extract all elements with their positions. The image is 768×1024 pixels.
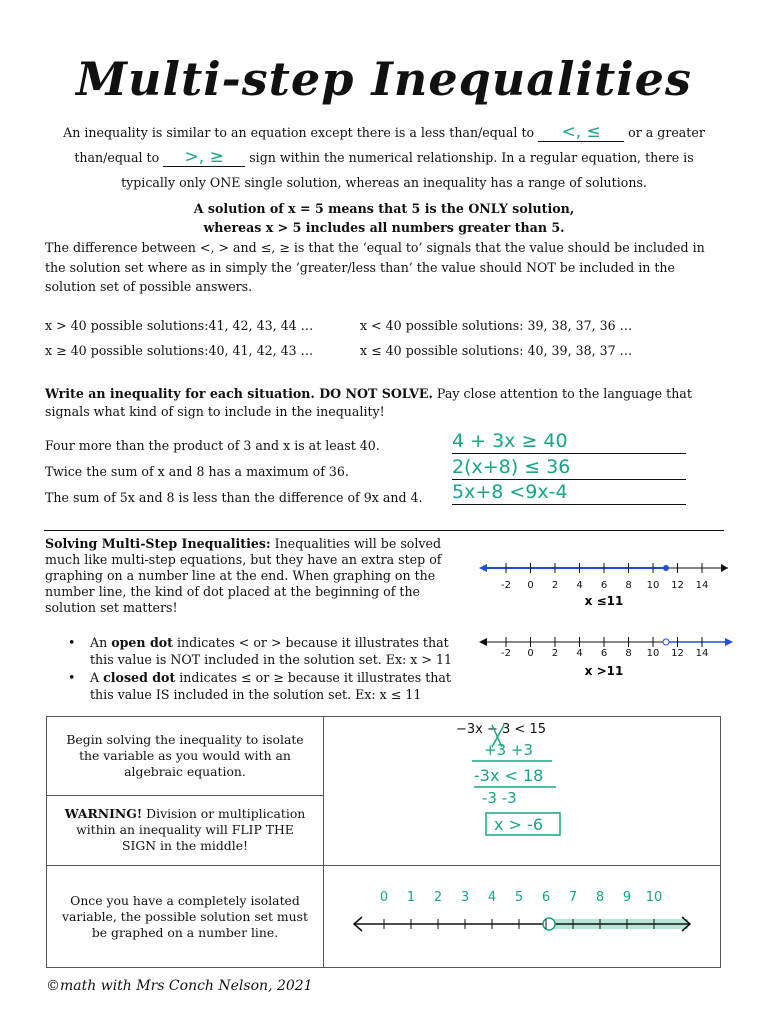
page-title: Multi-step Inequalities <box>76 52 692 106</box>
cell-text: the variable as you would with an <box>79 747 291 763</box>
tick-label: 5 <box>514 889 524 905</box>
difference-line-3: solution set of possible answers. <box>45 279 253 294</box>
tick-label: 0 <box>527 580 534 591</box>
tick-label: 14 <box>695 580 709 591</box>
number-line-open <box>476 630 738 680</box>
tick-label: 1 <box>406 889 416 905</box>
bullet-dot: • <box>68 635 76 650</box>
cell-text: Division or multiplication <box>142 806 306 822</box>
write-heading <box>45 385 745 402</box>
tick-label: 3 <box>460 889 470 905</box>
intro-line-1 <box>30 124 738 142</box>
bullet-text: indicates < or > because it illustrates that <box>173 635 449 650</box>
bullet-text: A <box>90 670 104 685</box>
number-line-label: x ≤11 <box>584 594 624 608</box>
write-heading-2: signals what kind of sign to include in the inequality! <box>45 404 385 419</box>
arrow-right-icon <box>721 564 728 572</box>
solving-text: Inequalities will be solved <box>270 536 442 551</box>
work-step: -3x < 18 <box>474 766 544 785</box>
possible-solution: x ≥ 40 possible solutions:40, 41, 42, 43 … <box>45 343 314 358</box>
intro-line-3: typically only ONE single solution, whereas an inequality has a range of solutions. <box>121 175 647 190</box>
number-line-closed <box>476 556 738 612</box>
open-dot <box>543 918 555 930</box>
closed-dot <box>663 565 669 571</box>
fill-blank-greater: >, ≥ <box>163 149 245 167</box>
graph-cell <box>324 866 721 968</box>
cell-text: be graphed on a number line. <box>91 924 279 940</box>
problem-text: Four more than the product of 3 and x is at least 40. <box>45 438 380 453</box>
tick-label: 7 <box>568 889 578 905</box>
cell-text: within an inequality will FLIP THE <box>76 822 294 838</box>
solving-text: number line, the kind of dot placed at the beginning of the <box>45 584 421 599</box>
tick-label: 14 <box>695 648 709 659</box>
number-line-label: x >11 <box>584 664 624 678</box>
cell-text: Once you have a completely isolated <box>70 892 300 908</box>
handdrawn-number-line <box>324 867 720 967</box>
tick-label: 6 <box>600 580 608 591</box>
tick-label: 9 <box>622 889 632 905</box>
tick-label: 6 <box>541 889 551 905</box>
difference-line-1: The difference between <, > and ≤, ≥ is that the ‘equal to’ signals that the value should be included in <box>45 240 705 255</box>
solving-text: much like multi-step equations, but they have an extra step of <box>45 552 442 567</box>
bullet-text: this value is NOT included in the solution set. Ex: x > 11 <box>90 652 452 667</box>
tick-label: 12 <box>671 648 684 659</box>
solving-line-1 <box>45 535 465 552</box>
tick-label: 4 <box>576 580 583 591</box>
tick-label: 8 <box>595 889 605 905</box>
cell-text: Begin solving the inequality to isolate <box>66 731 304 747</box>
work-step: -3 -3 <box>482 789 517 807</box>
arrow-left-icon <box>479 638 487 646</box>
tick-label: 2 <box>551 580 559 591</box>
boxed-answer: x > -6 <box>494 815 543 834</box>
tick-label: 0 <box>527 648 534 659</box>
cell-text: SIGN in the middle! <box>121 838 249 854</box>
tick-label: 6 <box>600 648 608 659</box>
tick-label: 4 <box>576 648 583 659</box>
footer-credit: ©math with Mrs Conch Nelson, 2021 <box>46 978 313 994</box>
cell-text: variable, the possible solution set must <box>62 908 308 924</box>
bullet-text: An <box>90 635 112 650</box>
intro-text: sign within the numerical relationship. In a regular equation, there is <box>249 150 694 165</box>
arrow-right-icon <box>725 638 733 646</box>
solving-text: solution set matters! <box>45 600 178 615</box>
work-step: +3 +3 <box>484 741 533 759</box>
divider <box>44 530 724 531</box>
step-cell-warning <box>47 795 324 865</box>
write-heading-rest: Pay close attention to the language that <box>432 386 692 401</box>
step-cell-graph <box>47 866 324 968</box>
tick-label: 2 <box>433 889 443 905</box>
tick-label: 10 <box>645 889 663 905</box>
warning-label: WARNING! <box>64 806 143 822</box>
cell-text: algebraic equation. <box>124 763 246 779</box>
possible-solution: x ≤ 40 possible solutions: 40, 39, 38, 37 … <box>360 343 633 358</box>
tick-label: 12 <box>671 580 684 591</box>
solving-heading: Solving Multi-Step Inequalities: <box>45 536 271 551</box>
tick-label: 8 <box>625 648 632 659</box>
bullet-dot: • <box>68 670 76 685</box>
problem-answer: 5x+8 <9x-4 <box>452 480 686 505</box>
problem-text: The sum of 5x and 8 is less than the difference of 9x and 4. <box>45 490 423 505</box>
tick-label: -2 <box>501 648 511 659</box>
tick-label: 4 <box>487 889 497 905</box>
possible-solution: x > 40 possible solutions:41, 42, 43, 44 … <box>45 318 314 333</box>
write-heading-bold: Write an inequality for each situation. DO NOT SOLVE. <box>45 386 433 401</box>
possible-solution: x < 40 possible solutions: 39, 38, 37, 36 … <box>360 318 633 333</box>
original-inequality: −3x − 3 < 15 <box>456 722 546 737</box>
bullet-text: indicates ≤ or ≥ because it illustrates that <box>175 670 451 685</box>
problem-text: Twice the sum of x and 8 has a maximum of 36. <box>45 464 349 479</box>
fill-blank-less: <, ≤ <box>538 124 624 142</box>
arrow-left-icon <box>479 564 487 572</box>
example-bold-2: whereas x > 5 includes all numbers greater than 5. <box>203 220 565 235</box>
difference-line-2: the solution set where as in simply the ‘greater/less than’ the value should NOT be included in the <box>45 260 675 275</box>
bullet-open-dot <box>90 634 449 651</box>
step-cell-isolate <box>47 717 324 796</box>
tick-label: 2 <box>551 648 559 659</box>
intro-line-2 <box>30 149 738 167</box>
work-cell <box>324 717 721 866</box>
tick-label: 0 <box>379 889 389 905</box>
problem-answer: 4 + 3x ≥ 40 <box>452 429 686 454</box>
example-bold-1: A solution of x = 5 means that 5 is the ONLY solution, <box>193 201 575 216</box>
intro-text: than/equal to <box>74 150 160 165</box>
tick-label: 10 <box>646 580 660 591</box>
solving-text: graphing on a number line at the end. When graphing on the <box>45 568 436 583</box>
warning-line <box>55 806 315 822</box>
tick-label: 10 <box>646 648 660 659</box>
intro-text: or a greater <box>628 125 705 140</box>
worked-solution <box>324 717 704 865</box>
problem-answer: 2(x+8) ≤ 36 <box>452 455 686 480</box>
bullet-term: closed dot <box>103 670 176 685</box>
bullet-closed-dot <box>90 669 451 686</box>
intro-text: An inequality is similar to an equation except there is a less than/equal to <box>63 125 535 140</box>
bullet-term: open dot <box>111 635 174 650</box>
bullet-text: this value IS included in the solution set. Ex: x ≤ 11 <box>90 687 422 702</box>
open-dot <box>663 639 669 645</box>
steps-table <box>46 716 721 968</box>
tick-label: -2 <box>501 580 511 591</box>
tick-label: 8 <box>625 580 632 591</box>
